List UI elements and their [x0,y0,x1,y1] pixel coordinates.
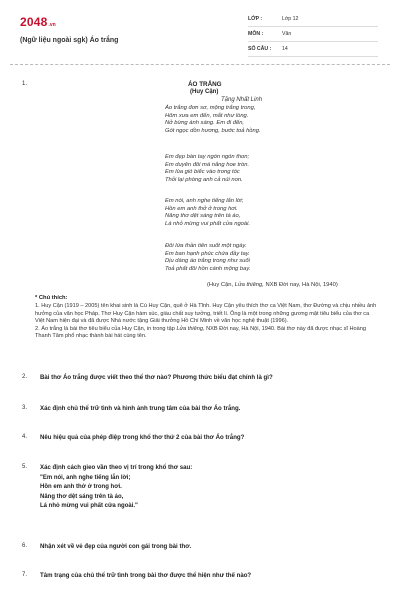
question-text: Bài thơ Áo trắng được viết theo thể thơ nào? Phương thức biểu đạt chính là gì? [40,374,273,381]
poem-line: Nâng thơ dệt sáng trên tà áo, [165,213,241,220]
poem-line: Hôm xưa em đến, mắt như lòng. [165,112,249,119]
note-item [35,326,380,341]
poem-line: Em ban hạnh phúc chứa đầy tay. [165,250,250,257]
poem-line: Dịu dàng áo trắng trong như suối [165,258,250,265]
poem-line: Áo trắng đơn sơ, mộng trắng trong, [165,105,256,111]
source-text: (Huy Cận, [207,282,235,288]
source-text: NXB Đời nay, Hà Nội, 1940) [263,282,338,288]
source-collection: Lửa thiêng, [234,282,264,288]
poem-source [207,282,338,288]
note-item: 1. Huy Cận (1919 – 2005) tên khai sinh là Cù Huy Cận, quê ở Hà Tĩnh. Huy Cận yêu thích thơ ca Việt Nam, thơ Đường và chịu nhiều ảnh hưởng của văn học Pháp. Thơ Huy Cận hàm súc, giàu chất suy tưởng, triết lí. Ông là một trong những gương mặt tiêu biểu của thơ ca Việt Nam hiện đại và đã được Nhà nước tặng Giải thưởng Hồ Chí Minh về văn học nghệ thuật (1996). [35,303,377,325]
logo-suffix: .vn [48,22,56,28]
meta-table [248,12,378,57]
meta-value: Văn [282,31,292,37]
poem-line: Nở bừng ánh sáng. Em đi đến, [165,120,245,127]
question-text: Nêu hiệu quả của phép điệp trong khổ thơ thứ 2 của bài thơ Áo trắng? [40,434,245,441]
site-logo[interactable] [20,15,56,29]
document-title: (Ngữ liệu ngoài sgk) Áo trắng [20,37,119,44]
poem-stanza [165,243,250,274]
question-number: 7. [22,572,28,578]
question-number: 1. [22,81,28,87]
meta-row-count [248,42,378,57]
question-text: Tâm trạng của chủ thể trữ tình trong bài thơ được thể hiện như thế nào? [40,572,252,579]
question-number: 3. [22,405,28,411]
quoted-stanza [40,474,138,511]
poem-title: ÁO TRẮNG [188,81,222,88]
poem-line: Em nói, anh nghe tiếng lắn lời; [165,198,244,204]
quoted-line: Nâng thơ dệt sáng trên tà áo, [40,493,124,500]
note-text: 2. Áo trắng là bài thơ tiêu biểu của Huy Cận, in trong tập [35,325,177,332]
meta-label: SỐ CÂU : [248,46,272,52]
logo-text: 2048 [20,15,48,29]
poem-stanza [165,105,261,136]
poem-author: (Huy Cận) [190,89,219,95]
meta-row-subject [248,27,378,42]
meta-label: MÔN : [248,31,264,37]
poem-line: Hồn em anh thở ở trong hơi. [165,205,238,212]
poem-line: Đôi lứa thần tiên suốt một ngày. [165,243,247,249]
poem-line: Toả phất đôi hồn cánh mộng bay. [165,266,251,273]
question-number: 5. [22,464,28,470]
question-number: 6. [22,543,28,549]
poem-stanza [165,198,250,229]
notes-heading: * Chú thích: [35,295,68,301]
quoted-line: Hồn em anh thở ở trong hơi. [40,484,122,491]
meta-row-class [248,12,378,27]
poem-line: Gót ngọc dồn hương, bước toả hồng. [165,128,261,135]
note-text: NXB Đời nay, Hà Nội, 1940. Bài thơ này đã được nhạc sĩ Hoàng Thanh Tâm phổ nhạc thành bài hát cùng tên. [35,325,366,340]
notes-body [35,303,380,341]
quoted-line: "Em nói, anh nghe tiếng lắn lời; [40,475,131,481]
question-number: 4. [22,434,28,440]
meta-value: 14 [282,46,288,52]
poem-stanza [165,154,249,185]
quoted-line: Lá nhỏ mừng vui phất cửa ngoài." [40,502,138,509]
header-divider [10,64,390,65]
question-number: 2. [22,374,28,380]
question-text: Xác định cách gieo vần theo vị trí trong khổ thơ sau: [40,464,193,471]
meta-label: LỚP : [248,16,263,22]
poem-line: Em lùa gió biếc vào trong tóc [165,169,240,176]
meta-value: Lớp 12 [282,16,299,22]
poem-line: Lá nhỏ mừng vui phất cửa ngoài. [165,221,251,228]
poem-line: Thỏi lại phòng anh cả núi non. [165,177,243,184]
question-text: Nhận xét về vẻ đẹp của người con gái trong bài thơ. [40,543,192,550]
poem-line: Em duyên đôi má nắng hoe tròn. [165,161,250,168]
note-collection: Lửa thiêng, [176,325,205,332]
page-header [0,0,400,62]
poem-dedication: Tặng Nhất Linh [221,97,263,103]
question-text: Xác định chủ thể trữ tình và hình ảnh trung tâm của bài thơ Áo trắng. [40,405,241,412]
poem-line: Em đẹp bàn tay ngón ngón thon; [165,154,250,160]
